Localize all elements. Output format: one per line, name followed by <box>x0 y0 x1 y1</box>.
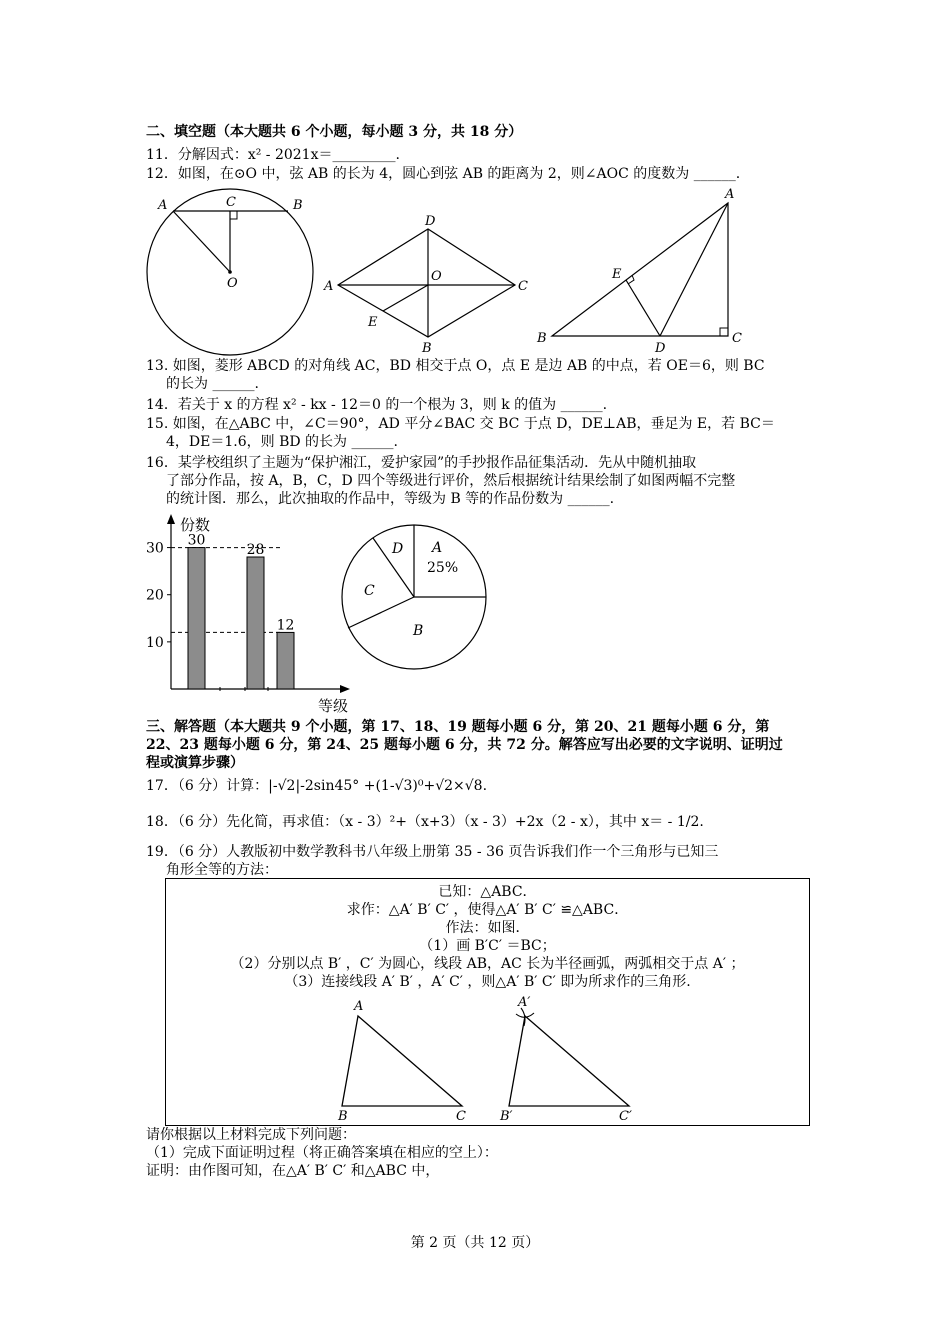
rhombus-figure <box>323 214 528 356</box>
bar-value-label: 28 <box>246 542 265 558</box>
page-footer: 第 2 页（共 12 页） <box>410 1235 540 1251</box>
label-A: A <box>725 187 735 202</box>
bar-chart <box>140 512 365 717</box>
y-axis-label: 份数 <box>180 516 211 534</box>
label-A: A <box>324 279 334 294</box>
question-14: 14．若关于 x 的方程 x² - kx - 12＝0 的一个根为 3，则 k 的值为 ______. <box>146 397 608 413</box>
construction-figures <box>166 994 809 1124</box>
section3-heading-line1: 三、解答题（本大题共 9 个小题，第 17、18、19 题每小题 6 分，第 20、21 题每小题 6 分，第 <box>146 719 770 735</box>
box-step3: （3）连接线段 A′ B′ ，A′ C′ ，则△A′ B′ C′ 即为所求作的三角形. <box>284 974 691 990</box>
box-given: 已知：△ABC． <box>438 884 537 900</box>
label-B: B <box>293 198 303 213</box>
slice-label-C: C <box>364 583 375 599</box>
pie-chart <box>335 512 505 687</box>
question-16-line3: 的统计图．那么，此次抽取的作品中，等级为 B 等的作品份数为 ______. <box>166 491 615 507</box>
label-C: C <box>226 195 236 210</box>
instruction-line: 请你根据以上材料完成下列问题： <box>146 1127 356 1143</box>
bar <box>277 632 294 689</box>
question-15-line2: 4，DE＝1.6，则 BD 的长为 ______. <box>166 434 398 450</box>
question-19-line2: 角形全等的方法： <box>166 862 278 878</box>
label-D: D <box>655 341 666 356</box>
x-axis-label: 等级 <box>318 697 349 715</box>
box-required: 求作：△A′ B′ C′ ，使得△A′ B′ C′ ≌△ABC． <box>346 902 629 918</box>
subquestion-1: （1）完成下面证明过程（将正确答案填在相应的空上）： <box>146 1145 498 1161</box>
bar <box>247 557 264 689</box>
question-12: 12．如图，在⊙O 中，弦 AB 的长为 4，圆心到弦 AB 的距离为 2，则∠AOC 的度数为 ______. <box>146 166 741 182</box>
label-B: B <box>422 341 432 356</box>
bar-value-label: 12 <box>276 617 295 634</box>
section2-heading: 二、填空题（本大题共 6 个小题，每小题 3 分，共 18 分） <box>146 124 523 140</box>
box-method: 作法：如图． <box>445 920 530 936</box>
label-D: D <box>425 214 436 229</box>
y-axis-arrow <box>167 514 175 524</box>
label-E: E <box>368 315 378 330</box>
question-13-line2: 的长为 ______. <box>166 376 259 392</box>
label-C: C <box>456 1109 466 1124</box>
section3-heading-line3: 程或演算步骤） <box>146 755 244 771</box>
figures-row <box>140 185 760 360</box>
label-B: B <box>338 1109 348 1124</box>
label-B: B <box>537 331 547 346</box>
construction-box <box>165 878 810 1126</box>
label-A-prime: A′ <box>518 995 531 1010</box>
label-O: O <box>227 276 238 291</box>
label-O: O <box>431 269 442 284</box>
pie-divider <box>348 597 414 628</box>
question-11: 11．分解因式：x² - 2021x＝_________. <box>146 147 400 163</box>
label-C-prime: C′ <box>619 1109 632 1124</box>
question-19-line1: 19．（6 分）人教版初中数学教科书八年级上册第 35 - 36 页告诉我们作一个三角形与已知三 <box>146 844 719 860</box>
question-13-line1: 13. 如图，菱形 ABCD 的对角线 AC，BD 相交于点 O，点 E 是边 AB 的中点，若 OE＝6，则 BC <box>146 358 765 374</box>
y-tick-label: 20 <box>146 587 164 604</box>
triangle-figure <box>536 187 742 356</box>
slice-label-D: D <box>392 541 404 557</box>
question-16-line2: 了部分作品，按 A，B，C，D 四个等级进行评价，然后根据统计结果绘制了如图两幅不完整 <box>166 473 736 489</box>
slice-value-A: 25% <box>427 560 459 576</box>
question-16-line1: 16．某学校组织了主题为“保护湘江，爱护家园”的手抄报作品征集活动．先从中随机抽取 <box>146 455 697 471</box>
label-A: A <box>354 999 364 1014</box>
bar <box>188 548 205 689</box>
question-17: 17．（6 分）计算：|-√2|-2sin45° +(1-√3)⁰+√2×√8. <box>146 778 488 794</box>
box-step2: （2）分别以点 B′ ，C′ 为圆心，线段 AB，AC 长为半径画弧，两弧相交于点 A′ ； <box>230 956 745 972</box>
circle-figure <box>147 189 313 355</box>
question-15-line1: 15. 如图，在△ABC 中，∠C＝90°，AD 平分∠BAC 交 BC 于点 D，DE⊥AB，垂足为 E，若 BC＝ <box>146 416 775 432</box>
label-C: C <box>732 331 742 346</box>
proof-start: 证明：由作图可知，在△A′ B′ C′ 和△ABC 中， <box>146 1163 440 1179</box>
slice-label-A: A <box>432 540 443 556</box>
y-tick-label: 30 <box>146 540 164 557</box>
label-C: C <box>518 279 528 294</box>
box-step1: （1）画 B′C′ ＝BC； <box>419 938 556 954</box>
bar-value-label: 30 <box>187 532 206 549</box>
label-A: A <box>158 198 168 213</box>
question-18: 18．（6 分）先化简，再求值：（x - 3）²+（x+3）（x - 3）+2x（2 - x），其中 x＝ - 1/2. <box>146 814 704 830</box>
y-tick-label: 10 <box>146 634 164 651</box>
slice-label-B: B <box>413 623 424 639</box>
label-B-prime: B′ <box>500 1109 513 1124</box>
section3-heading-line2: 22、23 题每小题 6 分，第 24、25 题每小题 6 分，共 72 分。解答应写出必要的文字说明、证明过 <box>146 737 783 753</box>
label-E: E <box>612 267 622 282</box>
